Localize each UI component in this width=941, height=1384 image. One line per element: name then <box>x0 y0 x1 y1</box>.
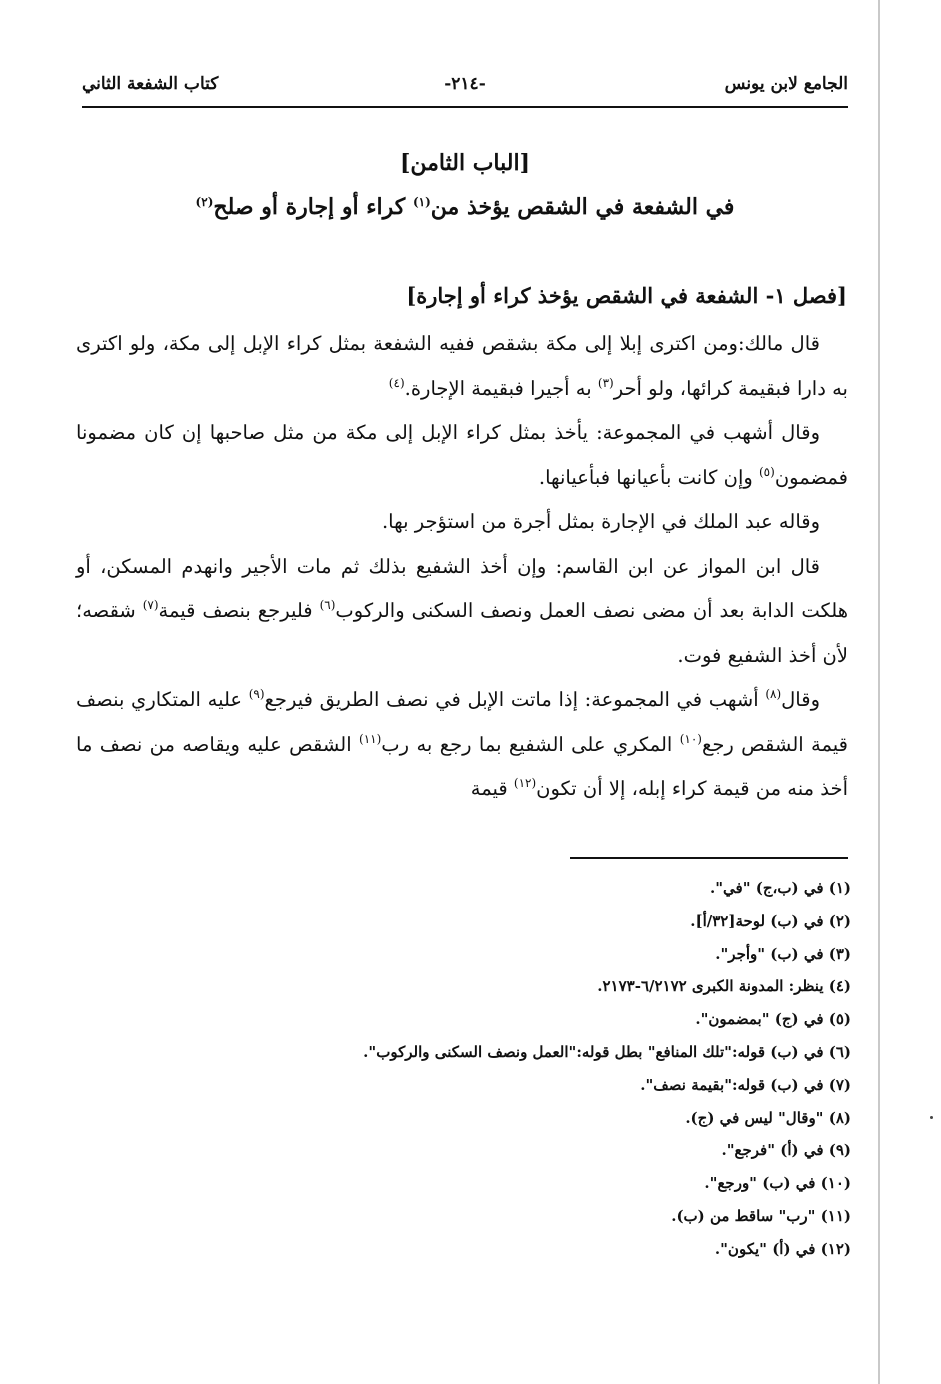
chapter-title: [الباب الثامن] <box>399 150 531 176</box>
footnote: (٨) "وقال" ليس في (ج). <box>685 1108 851 1127</box>
footnote: (٥) في (ج) "بمضمون". <box>695 1010 851 1029</box>
footnote-separator <box>570 857 848 859</box>
paragraph-text: فليرجع بنصف قيمة <box>158 599 320 622</box>
subtitle-text: في الشفعة في الشقص يؤخذ من <box>430 194 735 220</box>
footnote: (١٢) في (أ) "يكون". <box>714 1239 851 1258</box>
footnote-ref: (٩) <box>248 687 265 701</box>
paragraph <box>76 545 848 679</box>
paragraph-text: شقصه؛ لأن أخذ الشفيع فوت. <box>76 599 848 667</box>
paragraph-text: وقال <box>781 688 820 711</box>
footnote-ref: (٧) <box>142 598 159 612</box>
scan-speck <box>930 1116 933 1119</box>
header-chapter-title: كتاب الشفعة الثاني <box>82 74 219 94</box>
footnote-ref: (١) <box>412 195 431 209</box>
footnote-ref: (٤) <box>388 375 405 390</box>
paragraph-text: أشهب في المجموعة: إذا ماتت الإبل في نصف الطريق فيرجع <box>264 688 766 711</box>
footnote: (٣) في (ب) "وأجر". <box>715 944 851 963</box>
paragraph-text: وقاله عبد الملك في الإجارة بمثل أجرة من استؤجر بها. <box>381 510 820 533</box>
paragraph-text: به أجيرا فبقيمة الإجارة. <box>404 376 598 400</box>
footnote-ref: (١٠) <box>679 731 702 746</box>
footnote-ref: (٦) <box>319 598 336 612</box>
page-number: -٢١٤- <box>444 74 486 94</box>
paragraph-text: قال مالك:ومن اكترى إبلا إلى مكة بشقص ففيه الشفعة بمثل كراء الإبل إلى مكة، ولو اكترى به دارا فبقيمة كرائها، ولو أحر <box>76 332 848 400</box>
footnote: (١١) "رب" ساقط من (ب). <box>671 1206 851 1225</box>
footnote-ref: (١١) <box>359 731 382 746</box>
paragraph-text: الشقص عليه ويقاصه من نصف ما أخذ منه من قيمة كراء إبله، إلا أن تكون <box>76 732 848 800</box>
footnote: (٩) في (أ) "فرجع". <box>721 1141 851 1160</box>
footnote: (٢) في (ب) لوحة[٣٢/أ]. <box>690 911 851 930</box>
footnote: (١) في (ب،ج) "في". <box>710 879 851 897</box>
chapter-subtitle <box>82 194 848 220</box>
paragraph-text: قال ابن المواز عن ابن القاسم: وإن أخذ الشفيع بذلك ثم مات الأجير وانهدم المسكن، أو هلكت الدابة بعد أن مضى نصف العمل ونصف السكنى والركوب <box>76 554 848 622</box>
footnote: (٧) في (ب) قوله:"بقيمة نصف". <box>640 1075 851 1094</box>
section-title: [فصل ١- الشفعة في الشقص يؤخذ كراء أو إجارة] <box>406 283 847 308</box>
paragraph-text: وإن كانت بأعيانها فبأعيانها. <box>538 465 759 489</box>
paragraph-text: عليه المتكاري بنصف قيمة الشقص رجع <box>76 688 848 756</box>
paragraph <box>76 678 848 812</box>
footnote-ref: (٢) <box>195 195 214 209</box>
header-book-title: الجامع لابن يونس <box>724 74 848 94</box>
footnote: (٦) في (ب) قوله:"تلك المنافع" بطل قوله:"العمل ونصف السكنى والركوب". <box>363 1042 851 1061</box>
footnote-ref: (٣) <box>597 375 614 390</box>
paragraph-text: قيمة <box>470 777 514 800</box>
footnote-ref: (٨) <box>765 687 782 701</box>
body-text <box>76 322 848 812</box>
paragraph <box>76 411 848 500</box>
running-header <box>82 74 848 102</box>
footnote-ref: (١٢) <box>513 776 537 790</box>
subtitle-text: كراء أو إجارة أو صلح <box>213 194 413 220</box>
footnote-ref: (٥) <box>758 464 775 479</box>
footnotes <box>151 872 851 1266</box>
paragraph <box>76 500 848 545</box>
footnote: (١٠) في (ب) "ورجع". <box>704 1174 851 1193</box>
page-edge-line <box>878 0 880 1384</box>
footnote: (٤) ينظر: المدونة الكبرى ٦/٢١٧٢-٢١٧٣. <box>597 977 851 996</box>
paragraph-text: المكري على الشفيع بما رجع به رب <box>381 732 680 756</box>
paragraph-text: وقال أشهب في المجموعة: يأخذ بمثل كراء الإبل إلى مكة من مثل صاحبها إن كان مضمونا فمضمون <box>76 421 848 489</box>
paragraph <box>76 322 848 411</box>
header-rule <box>82 106 848 108</box>
